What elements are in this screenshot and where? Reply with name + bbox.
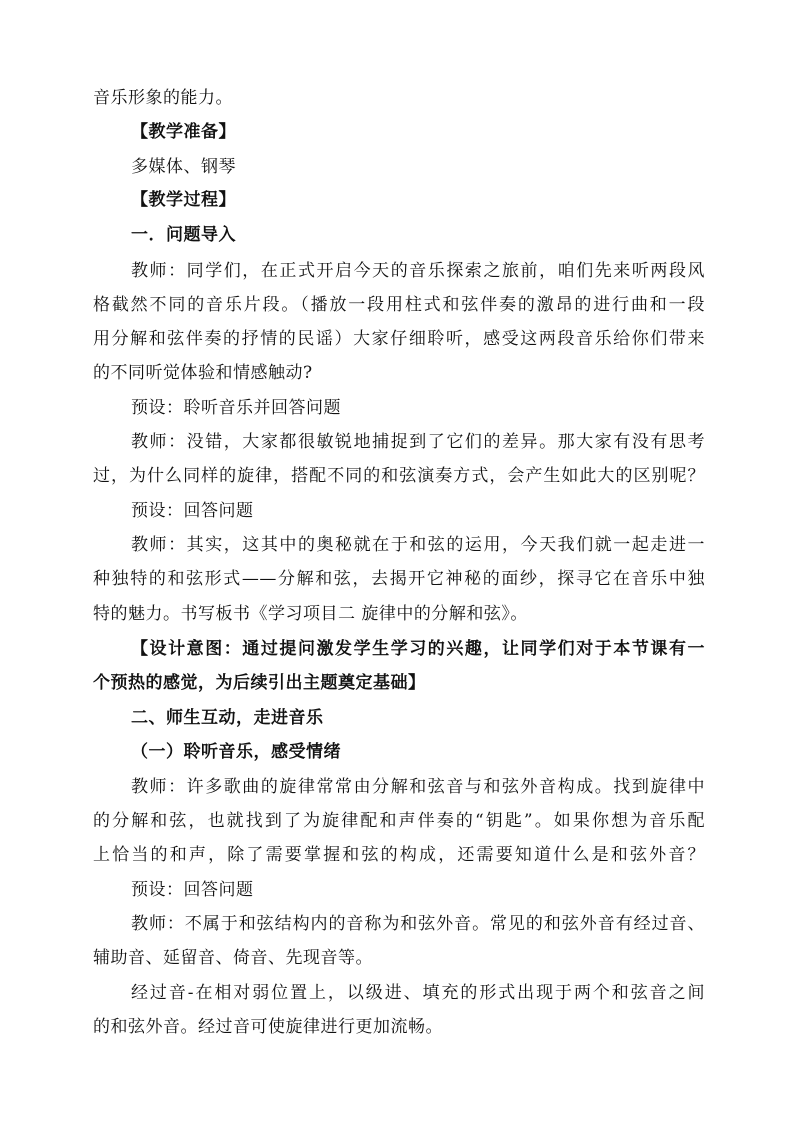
text-line: 预设：回答问题	[131, 501, 254, 521]
text-line: 预设：聆听音乐并回答问题	[131, 398, 341, 418]
paragraph-line: 辅助音、延留音、倚音、先现音等。	[93, 948, 373, 968]
paragraph-line: 教师：同学们，在正式开启今天的音乐探索之旅前，咱们先来听两段风	[131, 261, 705, 281]
design-intent: 【设计意图：通过提问激发学生学习的兴趣，让同学们对于本节课有一	[131, 639, 705, 659]
subsection-heading: （一）聆听音乐，感受情绪	[131, 742, 341, 762]
paragraph-line: 格截然不同的音乐片段。（播放一段用柱式和弦伴奏的激昂的进行曲和一段	[93, 295, 705, 315]
paragraph-line: 教师：没错，大家都很敏锐地捕捉到了它们的差异。那大家有没有思考	[131, 432, 705, 452]
paragraph-line: 经过音-在相对弱位置上，以级进、填充的形式出现于两个和弦音之间	[131, 983, 705, 1003]
design-intent: 个预热的感觉，为后续引出主题奠定基础】	[93, 673, 426, 693]
paragraph-line: 的和弦外音。经过音可使旋律进行更加流畅。	[93, 1017, 443, 1037]
section-heading: 【教学准备】	[131, 122, 236, 142]
paragraph-line: 的不同听觉体验和情感触动?	[93, 363, 313, 383]
text-line: 多媒体、钢琴	[131, 157, 236, 177]
paragraph-line: 过，为什么同样的旋律，搭配不同的和弦演奏方式，会产生如此大的区别呢？	[93, 466, 705, 486]
paragraph-line: 用分解和弦伴奏的抒情的民谣）大家仔细聆听，感受这两段音乐给你们带来	[93, 329, 705, 349]
paragraph-line: 的分解和弦，也就找到了为旋律配和声伴奏的“钥匙”。如果你想为音乐配	[93, 811, 705, 831]
section-heading: 一．问题导入	[131, 225, 236, 245]
paragraph-line: 上恰当的和声，除了需要掌握和弦的构成，还需要知道什么是和弦外音？	[93, 845, 705, 865]
text-line: 音乐形象的能力。	[93, 88, 233, 108]
section-heading: 二、师生互动，走进音乐	[131, 708, 324, 728]
section-heading: 【教学过程】	[131, 190, 236, 210]
paragraph-line: 教师：其实，这其中的奥秘就在于和弦的运用，今天我们就一起走进一	[131, 535, 705, 555]
paragraph-line: 特的魅力。书写板书《学习项目二 旋律中的分解和弦》。	[93, 604, 528, 624]
text-line: 预设：回答问题	[131, 880, 254, 900]
paragraph-line: 种独特的和弦形式——分解和弦，去揭开它神秘的面纱，探寻它在音乐中独	[93, 569, 705, 589]
paragraph-line: 教师：不属于和弦结构内的音称为和弦外音。常见的和弦外音有经过音、	[131, 914, 705, 934]
paragraph-line: 教师：许多歌曲的旋律常常由分解和弦音与和弦外音构成。找到旋律中	[131, 777, 705, 797]
